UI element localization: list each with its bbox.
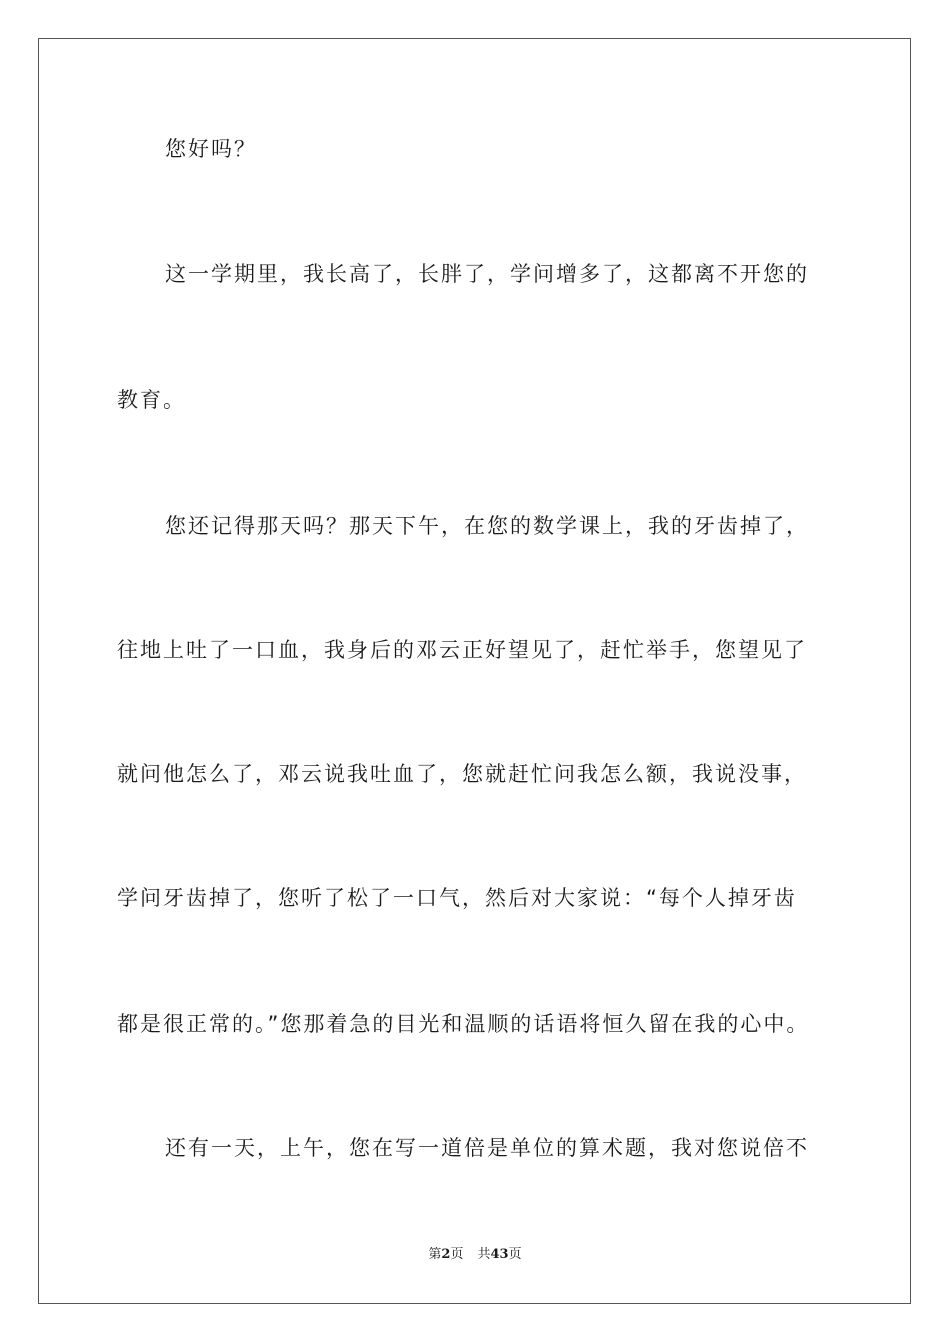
text-line-2: 这一学期里，我长高了，长胖了，学问增多了，这都离不开您的 <box>165 262 809 286</box>
footer-total-suffix: 页 <box>508 1247 522 1262</box>
footer-total-pages: 43 <box>490 1247 509 1262</box>
page-footer <box>0 1247 950 1263</box>
text-line-6: 就问他怎么了，邓云说我吐血了，您就赶忙问我怎么额，我说没事， <box>117 762 807 786</box>
text-line-8: 都是很正常的。”您那着急的目光和温顺的话语将恒久留在我的心中。 <box>117 1012 810 1036</box>
page-border <box>38 38 911 1304</box>
text-line-4: 您还记得那天吗？那天下午，在您的数学课上，我的牙齿掉了， <box>165 514 809 538</box>
text-line-5: 往地上吐了一口血，我身后的邓云正好望见了，赶忙举手，您望见了 <box>117 638 807 662</box>
footer-total-prefix: 共 <box>477 1247 491 1262</box>
footer-page-suffix: 页 <box>450 1247 464 1262</box>
footer-page-number: 2 <box>441 1247 451 1262</box>
text-line-1: 您好吗？ <box>165 137 257 161</box>
text-line-3: 教育。 <box>117 388 186 412</box>
text-line-7: 学问牙齿掉了，您听了松了一口气，然后对大家说：“每个人掉牙齿 <box>117 886 797 910</box>
text-line-9: 还有一天，上午，您在写一道倍是单位的算术题，我对您说倍不 <box>165 1136 809 1160</box>
footer-page-prefix: 第 <box>428 1247 442 1262</box>
